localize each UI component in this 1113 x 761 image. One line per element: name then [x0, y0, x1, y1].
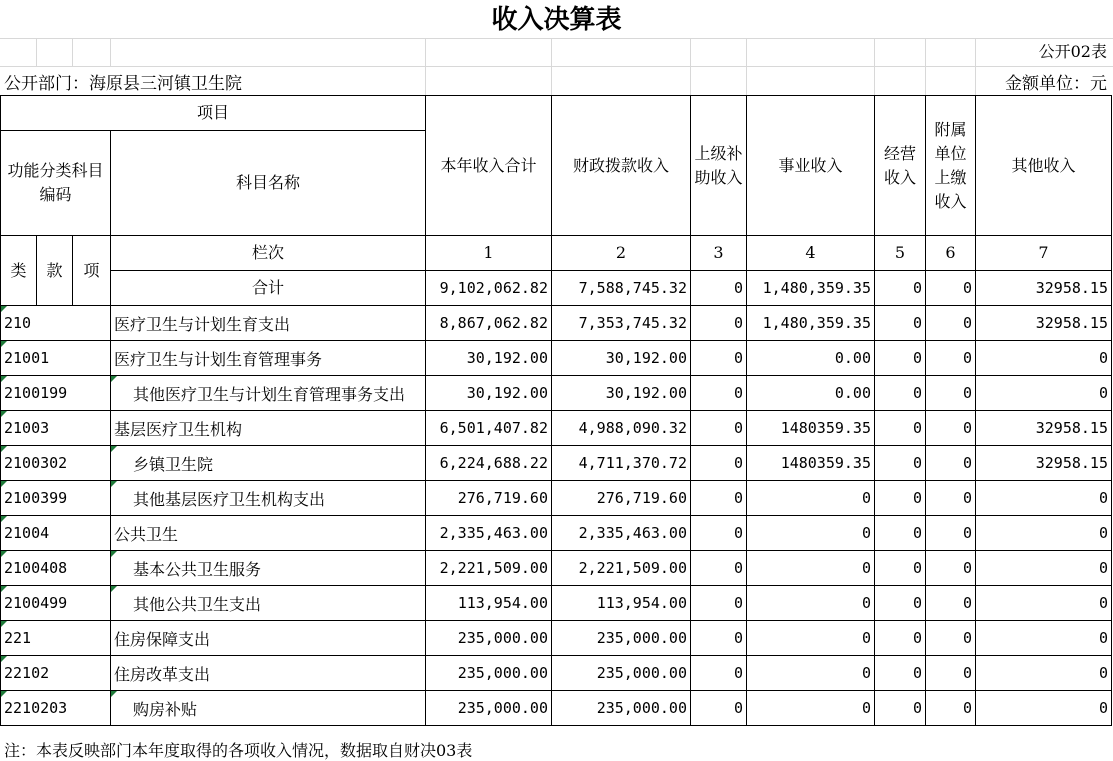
table-row: [1, 656, 1112, 691]
gridline: [690, 38, 691, 95]
col-number: 1: [426, 236, 552, 271]
other-cell: 0: [976, 691, 1112, 726]
table-row: [1, 621, 1112, 656]
code-cell: [1, 516, 111, 551]
gridline: [425, 38, 426, 95]
cell-marker-icon: [1, 691, 7, 697]
affiliate-cell: 0: [926, 621, 976, 656]
col-superior-header: 上级补助收入: [691, 96, 747, 236]
col-fiscal-header: 财政拨款收入: [552, 96, 691, 236]
xiang-header: 项: [73, 236, 111, 306]
table-row: [1, 516, 1112, 551]
total-cell: 30,192.00: [426, 376, 552, 411]
code-text: 2210203: [4, 699, 68, 717]
affiliate-cell: 0: [926, 376, 976, 411]
subject-name-text: 购房补贴: [133, 699, 198, 719]
other-cell: 0: [976, 341, 1112, 376]
superior-cell: 0: [691, 411, 747, 446]
business-cell: 0: [747, 621, 875, 656]
total-cell: 276,719.60: [426, 481, 552, 516]
subject-name-cell: [111, 551, 426, 586]
unit-label: 金额单位：元: [1005, 74, 1107, 94]
table-row: [1, 691, 1112, 726]
lanci-header: 栏次: [111, 236, 426, 271]
subject-name-cell: [111, 481, 426, 516]
subject-name-text: 住房保障支出: [114, 629, 211, 649]
superior-cell: 0: [691, 341, 747, 376]
code-text: 21003: [4, 419, 50, 437]
superior-cell: 0: [691, 586, 747, 621]
operation-cell: 0: [875, 691, 926, 726]
fiscal-cell: 30,192.00: [552, 376, 691, 411]
subject-name-cell: [111, 586, 426, 621]
code-text: 2100499: [4, 594, 68, 612]
other-cell: 0: [976, 516, 1112, 551]
superior-cell: 0: [691, 271, 747, 306]
affiliate-cell: 0: [926, 271, 976, 306]
table-row: [1, 376, 1112, 411]
code-cell: [1, 411, 111, 446]
affiliate-cell: 0: [926, 551, 976, 586]
cell-marker-icon: [1, 551, 7, 557]
cell-marker-icon: [1, 586, 7, 592]
operation-cell: 0: [875, 271, 926, 306]
subject-name-text: 住房改革支出: [114, 664, 211, 684]
affiliate-cell: 0: [926, 586, 976, 621]
total-label: 合计: [111, 271, 426, 306]
cell-marker-icon: [1, 306, 7, 312]
subject-name-text: 乡镇卫生院: [133, 454, 214, 474]
code-cell: [1, 306, 111, 341]
gridline: [746, 38, 747, 95]
business-cell: 0: [747, 481, 875, 516]
fiscal-cell: 7,588,745.32: [552, 271, 691, 306]
affiliate-cell: 0: [926, 411, 976, 446]
code-cell: [1, 481, 111, 516]
business-cell: 0: [747, 551, 875, 586]
func-code-header: 功能分类科目编码: [1, 131, 111, 236]
operation-cell: 0: [875, 551, 926, 586]
col-number: 5: [875, 236, 926, 271]
total-cell: 30,192.00: [426, 341, 552, 376]
table-row: [1, 551, 1112, 586]
fiscal-cell: 2,221,509.00: [552, 551, 691, 586]
project-header: 项目: [1, 96, 426, 131]
cell-marker-icon: [1, 621, 7, 627]
operation-cell: 0: [875, 306, 926, 341]
subject-name-cell: [111, 656, 426, 691]
table-row: [1, 481, 1112, 516]
affiliate-cell: 0: [926, 341, 976, 376]
operation-cell: 0: [875, 481, 926, 516]
total-cell: 235,000.00: [426, 691, 552, 726]
fiscal-cell: 30,192.00: [552, 341, 691, 376]
total-cell: 2,335,463.00: [426, 516, 552, 551]
col-affiliate-header: 附属单位上缴收入: [926, 96, 976, 236]
code-text: 2100302: [4, 454, 68, 472]
cell-marker-icon: [1, 411, 7, 417]
form-code: 公开02表: [1038, 42, 1107, 61]
superior-cell: 0: [691, 691, 747, 726]
total-cell: 2,221,509.00: [426, 551, 552, 586]
business-cell: 1,480,359.35: [747, 271, 875, 306]
operation-cell: 0: [875, 411, 926, 446]
col-number: 2: [552, 236, 691, 271]
code-text: 221: [4, 629, 32, 647]
total-cell: 9,102,062.82: [426, 271, 552, 306]
code-cell: [1, 656, 111, 691]
table-row: [1, 586, 1112, 621]
business-cell: 1480359.35: [747, 411, 875, 446]
cell-marker-icon: [1, 656, 7, 662]
code-cell: [1, 691, 111, 726]
subject-name-text: 其他基层医疗卫生机构支出: [133, 489, 326, 509]
code-text: 21001: [4, 349, 50, 367]
fiscal-cell: 113,954.00: [552, 586, 691, 621]
cell-marker-icon: [1, 516, 7, 522]
gridline: [72, 38, 73, 66]
operation-cell: 0: [875, 376, 926, 411]
subject-name-cell: [111, 516, 426, 551]
operation-cell: 0: [875, 446, 926, 481]
subject-name-cell: [111, 341, 426, 376]
table-row: [1, 446, 1112, 481]
business-cell: 1,480,359.35: [747, 306, 875, 341]
col-business-header: 事业收入: [747, 96, 875, 236]
cell-marker-icon: [111, 481, 117, 487]
cell-marker-icon: [111, 446, 117, 452]
footnote: 注：本表反映部门本年度取得的各项收入情况，数据取自财决03表: [4, 741, 473, 760]
superior-cell: 0: [691, 656, 747, 691]
other-cell: 32958.15: [976, 411, 1112, 446]
code-text: 2100399: [4, 489, 68, 507]
affiliate-cell: 0: [926, 481, 976, 516]
subject-name-cell: [111, 621, 426, 656]
superior-cell: 0: [691, 516, 747, 551]
other-cell: 0: [976, 656, 1112, 691]
operation-cell: 0: [875, 656, 926, 691]
gridline: [874, 38, 875, 95]
business-cell: 1480359.35: [747, 446, 875, 481]
cell-marker-icon: [1, 481, 7, 487]
total-cell: 113,954.00: [426, 586, 552, 621]
code-text: 22102: [4, 664, 50, 682]
other-cell: 32958.15: [976, 271, 1112, 306]
code-cell: [1, 621, 111, 656]
business-cell: 0: [747, 691, 875, 726]
subject-name-cell: [111, 691, 426, 726]
other-cell: 32958.15: [976, 446, 1112, 481]
subject-name-text: 基本公共卫生服务: [133, 559, 262, 579]
col-number: 4: [747, 236, 875, 271]
cell-marker-icon: [1, 376, 7, 382]
cell-marker-icon: [1, 446, 7, 452]
affiliate-cell: 0: [926, 656, 976, 691]
other-cell: 0: [976, 621, 1112, 656]
subject-name-text: 医疗卫生与计划生育支出: [114, 314, 291, 334]
department-label: 公开部门：海原县三河镇卫生院: [4, 74, 242, 94]
lei-header: 类: [1, 236, 37, 306]
other-cell: 0: [976, 551, 1112, 586]
operation-cell: 0: [875, 586, 926, 621]
cell-marker-icon: [111, 376, 117, 382]
total-row: [1, 271, 1112, 306]
fiscal-cell: 4,988,090.32: [552, 411, 691, 446]
superior-cell: 0: [691, 551, 747, 586]
other-cell: 0: [976, 586, 1112, 621]
table-row: [1, 341, 1112, 376]
operation-cell: 0: [875, 341, 926, 376]
other-cell: 0: [976, 481, 1112, 516]
total-cell: 6,501,407.82: [426, 411, 552, 446]
superior-cell: 0: [691, 621, 747, 656]
business-cell: 0.00: [747, 341, 875, 376]
affiliate-cell: 0: [926, 691, 976, 726]
code-cell: [1, 376, 111, 411]
cell-marker-icon: [111, 586, 117, 592]
superior-cell: 0: [691, 376, 747, 411]
col-number: 7: [976, 236, 1112, 271]
subject-name-cell: [111, 376, 426, 411]
code-cell: [1, 446, 111, 481]
code-cell: [1, 551, 111, 586]
gridline: [975, 38, 976, 95]
income-table: [0, 95, 1112, 726]
gridline: [110, 38, 111, 66]
gridline: [36, 38, 37, 66]
business-cell: 0: [747, 656, 875, 691]
subject-name-text: 基层医疗卫生机构: [114, 419, 243, 439]
business-cell: 0: [747, 516, 875, 551]
cell-marker-icon: [1, 341, 7, 347]
col-number: 3: [691, 236, 747, 271]
report-title: 收入决算表: [491, 5, 622, 35]
subject-name-header: 科目名称: [111, 131, 426, 236]
fiscal-cell: 4,711,370.72: [552, 446, 691, 481]
code-cell: [1, 341, 111, 376]
fiscal-cell: 2,335,463.00: [552, 516, 691, 551]
table-row: [1, 411, 1112, 446]
kuan-header: 款: [37, 236, 73, 306]
operation-cell: 0: [875, 516, 926, 551]
gridline: [0, 38, 1113, 39]
subject-name-text: 其他公共卫生支出: [133, 594, 262, 614]
subject-name-text: 其他医疗卫生与计划生育管理事务支出: [133, 384, 406, 404]
col-other-header: 其他收入: [976, 96, 1112, 236]
table-row: [1, 306, 1112, 341]
subject-name-cell: [111, 411, 426, 446]
code-text: 2100199: [4, 384, 68, 402]
fiscal-cell: 235,000.00: [552, 621, 691, 656]
operation-cell: 0: [875, 621, 926, 656]
affiliate-cell: 0: [926, 306, 976, 341]
subject-name-text: 公共卫生: [114, 524, 179, 544]
gridline: [925, 38, 926, 95]
total-cell: 235,000.00: [426, 621, 552, 656]
total-cell: 8,867,062.82: [426, 306, 552, 341]
code-text: 2100408: [4, 559, 68, 577]
code-text: 210: [4, 314, 32, 332]
other-cell: 32958.15: [976, 306, 1112, 341]
col-total-header: 本年收入合计: [426, 96, 552, 236]
gridline: [0, 66, 1113, 67]
business-cell: 0: [747, 586, 875, 621]
subject-name-cell: [111, 446, 426, 481]
code-text: 21004: [4, 524, 50, 542]
code-cell: [1, 586, 111, 621]
other-cell: 0: [976, 376, 1112, 411]
fiscal-cell: 276,719.60: [552, 481, 691, 516]
col-number: 6: [926, 236, 976, 271]
fiscal-cell: 235,000.00: [552, 656, 691, 691]
gridline: [551, 38, 552, 95]
business-cell: 0.00: [747, 376, 875, 411]
fiscal-cell: 7,353,745.32: [552, 306, 691, 341]
affiliate-cell: 0: [926, 446, 976, 481]
fiscal-cell: 235,000.00: [552, 691, 691, 726]
total-cell: 6,224,688.22: [426, 446, 552, 481]
superior-cell: 0: [691, 481, 747, 516]
cell-marker-icon: [111, 691, 117, 697]
subject-name-cell: [111, 306, 426, 341]
total-cell: 235,000.00: [426, 656, 552, 691]
affiliate-cell: 0: [926, 516, 976, 551]
subject-name-text: 医疗卫生与计划生育管理事务: [114, 349, 323, 369]
superior-cell: 0: [691, 446, 747, 481]
col-operation-header: 经营收入: [875, 96, 926, 236]
superior-cell: 0: [691, 306, 747, 341]
cell-marker-icon: [111, 551, 117, 557]
